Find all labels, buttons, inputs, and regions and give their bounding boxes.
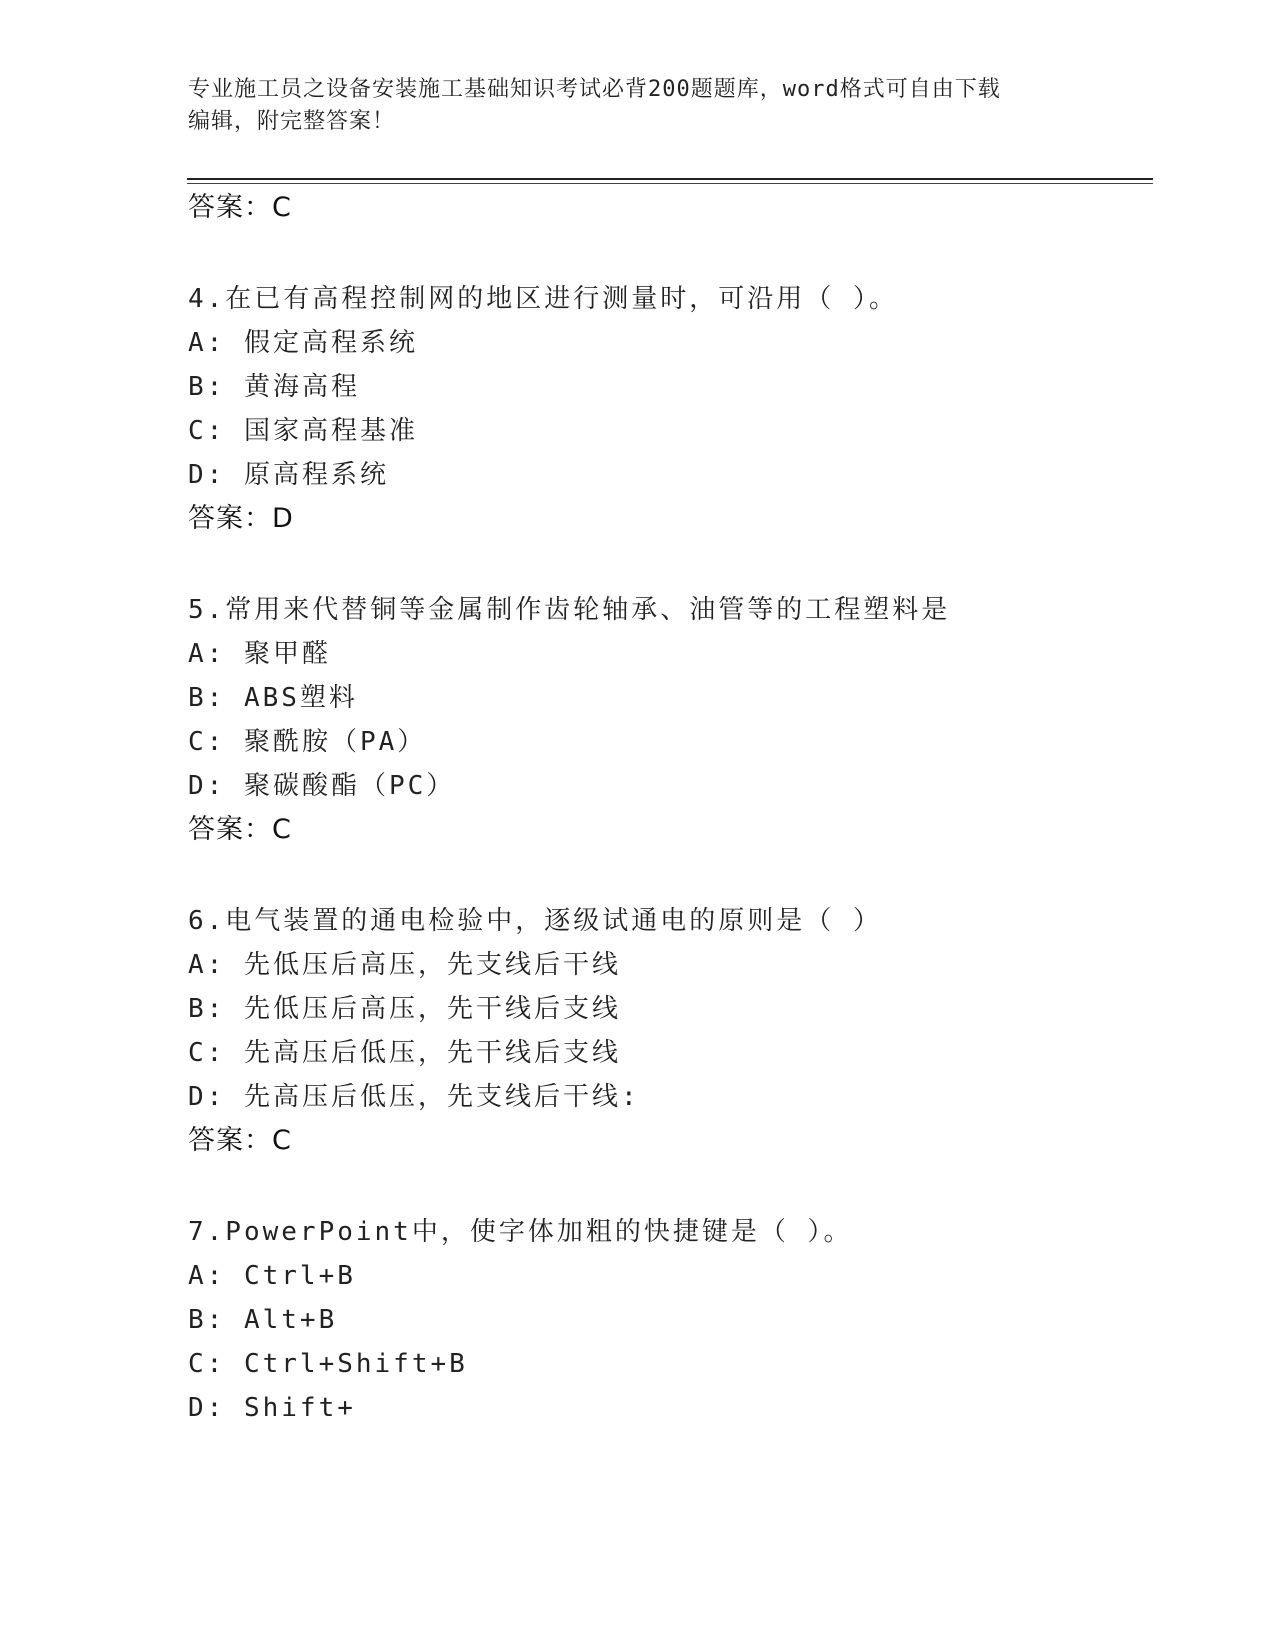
document-header [188, 74, 1068, 138]
question-6-option-a: A: 先低压后高压，先支线后干线 [188, 950, 621, 980]
header-divider-thin [187, 183, 1153, 184]
question-5-stem: 5.常用来代替铜等金属制作齿轮轴承、油管等的工程塑料是 [188, 595, 951, 625]
question-5-option-c: C: 聚酰胺（PA） [188, 727, 427, 757]
question-4-option-d: D: 原高程系统 [188, 460, 389, 490]
question-4-answer: 答案：D [188, 503, 294, 534]
question-4-option-a: A: 假定高程系统 [188, 328, 418, 358]
question-7-option-a: A: Ctrl+B [188, 1261, 356, 1291]
question-6-stem: 6.电气装置的通电检验中，逐级试通电的原则是（ ） [188, 906, 882, 936]
header-title-line-1: 专业施工员之设备安装施工基础知识考试必背200题题库，word格式可自由下载 [188, 77, 1001, 102]
question-5-option-b: B: ABS塑料 [188, 683, 358, 713]
question-6-option-d: D: 先高压后低压，先支线后干线: [188, 1082, 640, 1112]
question-5-answer: 答案：C [188, 814, 292, 845]
question-4-stem: 4.在已有高程控制网的地区进行测量时，可沿用（ ）。 [188, 284, 898, 314]
question-6-option-b: B: 先低压后高压，先干线后支线 [188, 994, 621, 1024]
question-6-option-c: C: 先高压后低压，先干线后支线 [188, 1038, 621, 1068]
question-5-option-d: D: 聚碳酸酯（PC） [188, 771, 456, 801]
question-7-stem: 7.PowerPoint中，使字体加粗的快捷键是（ ）。 [188, 1217, 853, 1247]
question-4-option-b: B: 黄海高程 [188, 372, 360, 402]
question-7-option-b: B: Alt+B [188, 1305, 338, 1335]
question-7-option-d: D: Shift+ [188, 1393, 356, 1423]
header-title-line-2: 编辑，附完整答案！ [188, 109, 396, 134]
question-7-option-c: C: Ctrl+Shift+B [188, 1349, 468, 1379]
header-divider-thick [187, 178, 1153, 180]
question-5-option-a: A: 聚甲醛 [188, 639, 331, 669]
question-6-answer: 答案：C [188, 1125, 292, 1156]
question-4-option-c: C: 国家高程基准 [188, 416, 418, 446]
previous-answer: 答案：C [188, 192, 292, 223]
